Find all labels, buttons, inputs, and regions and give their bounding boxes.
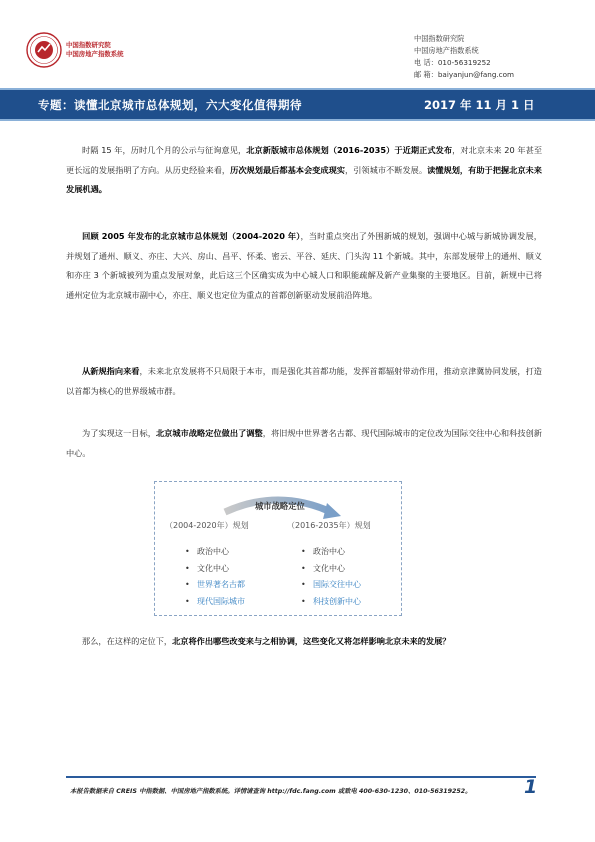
footer-source-note: 本报告数据来自 CREIS 中指数据、中国房地产指数系统。详情请查询 http://fdc.fang.com 或致电 400-630-1230、010-56319252。 xyxy=(70,788,472,795)
new-plan-item-label: 文化中心 xyxy=(313,563,345,573)
p4-text-2: ，将旧规中世界著名古都、现代国际城市的定位改为国际交往中心和科技创新中心。 xyxy=(66,428,542,458)
page-number: 1 xyxy=(524,776,538,798)
old-plan-item-label: 文化中心 xyxy=(197,563,229,573)
old-plan-item xyxy=(185,577,245,594)
bullet-dot: • xyxy=(301,563,306,573)
title-banner xyxy=(0,88,595,121)
p4-text-1: 为了实现这一目标， xyxy=(82,428,156,438)
contact-phone-row xyxy=(414,57,514,69)
paragraph-5 xyxy=(66,632,542,652)
old-plan-item xyxy=(185,544,245,561)
p5-text-1: 那么，在这样的定位下， xyxy=(82,636,173,646)
bullet-dot: • xyxy=(185,547,190,556)
paragraph-1 xyxy=(66,141,542,200)
new-plan-list xyxy=(301,544,361,610)
p1-bold-2: 历次规划最后都基本会变成现实 xyxy=(230,164,346,175)
p3-bold-1: 从新规指向来看 xyxy=(82,366,140,376)
phone-label: 电 话： xyxy=(414,58,438,67)
org-name xyxy=(66,41,124,59)
new-plan-item-label: 国际交往中心 xyxy=(313,580,361,589)
contact-org-line2: 中国房地产指数系统 xyxy=(414,46,479,55)
p3-text-1: ，未来北京发展将不只局限于本市，而是强化其首都功能，发挥首都辐射带动作用，推动京津冀协同发展，打造以首都为核心的世界级城市群。 xyxy=(66,366,542,396)
new-plan-item xyxy=(301,594,361,611)
new-plan-item xyxy=(301,577,361,594)
p1-text-2: ，对北京未来 20 年甚至更长远的发展指明了方向。从历史经验来看， xyxy=(66,145,543,175)
new-plan-label: （2016-2035年）规划 xyxy=(287,521,371,530)
old-plan-list xyxy=(185,544,245,610)
arrow-head-icon xyxy=(323,503,341,519)
new-plan-item xyxy=(301,561,361,578)
new-plan-item-label: 科技创新中心 xyxy=(313,596,361,606)
contact-org-line1: 中国指数研究院 xyxy=(414,34,465,43)
p1-text-3: ，引领城市不断发展。 xyxy=(345,164,428,175)
email-value[interactable]: baiyanjun@fang.com xyxy=(437,70,515,79)
footer-divider xyxy=(66,776,536,778)
p1-text-1: 时隔 15 年，历时几个月的公示与征询意见， xyxy=(82,145,247,155)
org-name-line2: 中国房地产指数系统 xyxy=(66,50,124,58)
p5-bold-1: 北京将作出哪些改变来与之相协调，这些变化又将怎样影响北京未来的发展？ xyxy=(172,636,451,646)
p1-bold-3: 读懂规划，有助于把握北京未来发展机遇。 xyxy=(66,164,542,195)
new-plan-item-label: 政治中心 xyxy=(313,547,345,556)
company-logo xyxy=(26,32,62,68)
report-title: 专题：读懂北京城市总体规划，六大变化值得期待 xyxy=(38,98,302,112)
old-plan-item-label: 政治中心 xyxy=(197,547,229,556)
paragraph-2 xyxy=(66,227,542,305)
old-plan-item-label: 世界著名古都 xyxy=(197,580,245,589)
bullet-dot: • xyxy=(301,547,306,556)
org-name-line1: 中国指数研究院 xyxy=(66,41,111,49)
bullet-dot: • xyxy=(185,563,190,573)
old-plan-item xyxy=(185,561,245,578)
p4-bold-1: 北京城市战略定位做出了调整 xyxy=(155,428,263,438)
old-plan-label: （2004-2020年）规划 xyxy=(165,521,249,530)
contact-block xyxy=(414,33,514,81)
strategy-diagram xyxy=(154,481,402,616)
p1-bold-1: 北京新版城市总体规划（2016-2035）于近期正式发布 xyxy=(246,145,453,155)
new-plan-item xyxy=(301,544,361,561)
old-plan-item-label: 现代国际城市 xyxy=(197,596,245,606)
bullet-dot: • xyxy=(185,596,190,606)
bullet-dot: • xyxy=(301,580,306,589)
email-label: 邮 箱： xyxy=(414,70,438,79)
old-plan-item xyxy=(185,594,245,611)
contact-email-row xyxy=(414,69,514,81)
p2-text-1: ，当时重点突出了外围新城的规划，强调中心城与新城协调发展，并规划了通州、顺义、亦庄、大兴、房山、昌平、怀柔、密云、平谷、延庆、门头沟 11 个新城。其中，东部发展带上的通州、顺义和亦庄 3 个新城被列为重点发展对象，此后这三个区确实成为中心城人口和职能疏解及新产业集聚的主要地区。目前，新规中已将通州定位为北京城市副中心，亦庄、顺义也定位为重点的首都创新驱动发展前沿阵地。 xyxy=(66,231,542,300)
diagram-title: 城市战略定位 xyxy=(255,501,305,511)
paragraph-4 xyxy=(66,424,542,463)
bullet-dot: • xyxy=(185,580,190,589)
report-date: 2017 年 11 月 1 日 xyxy=(424,98,535,112)
paragraph-3 xyxy=(66,362,542,401)
p2-bold-1: 回顾 2005 年发布的北京城市总体规划（2004-2020 年） xyxy=(82,231,301,241)
bullet-dot: • xyxy=(301,596,306,606)
phone-value: 010-56319252 xyxy=(437,58,491,67)
